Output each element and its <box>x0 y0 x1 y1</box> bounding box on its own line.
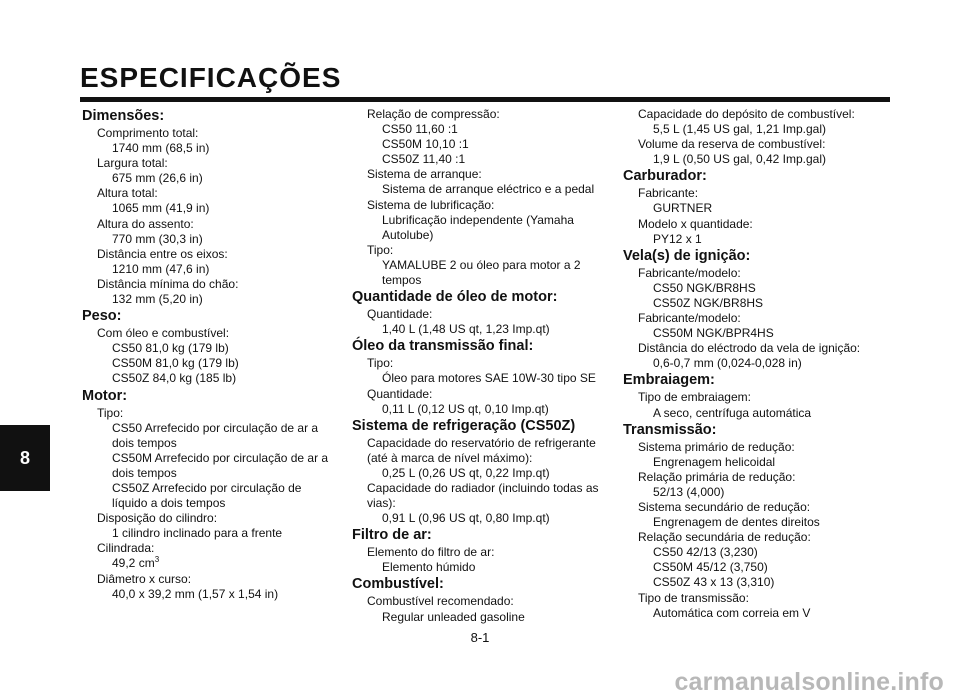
spec-label: Distância mínima do chão: <box>97 276 239 291</box>
spec-label: Volume da reserva de combustível: <box>638 137 826 152</box>
spec-label: Distância do eléctrodo da vela de ignição: <box>638 341 861 356</box>
section-heading-transmissao: Transmissão: <box>623 421 717 438</box>
spec-value: 132 mm (5,20 in) <box>112 292 203 307</box>
column-3 <box>623 107 885 621</box>
watermark: carmanualsonline.info <box>674 668 944 696</box>
spec-label: Diâmetro x curso: <box>97 571 192 586</box>
section-heading-filtro-ar: Filtro de ar: <box>352 527 432 544</box>
spec-label: Tipo: <box>367 356 394 371</box>
section-heading-carburador: Carburador: <box>623 168 707 185</box>
spec-label: Altura total: <box>97 186 158 201</box>
spec-label: (até à marca de nível máximo): <box>367 450 533 465</box>
spec-value: 0,11 L (0,12 US qt, 0,10 Imp.qt) <box>382 401 549 416</box>
section-heading-oleo-transmissao: Óleo da transmissão final: <box>352 338 534 355</box>
spec-label: Distância entre os eixos: <box>97 246 228 261</box>
section-heading-refrigeracao: Sistema de refrigeração (CS50Z) <box>352 417 576 434</box>
spec-value: Engrenagem helicoidal <box>653 454 776 469</box>
section-heading-oleo-motor: Quantidade de óleo de motor: <box>352 289 558 306</box>
spec-value: tempos <box>382 273 422 288</box>
spec-label: Relação de compressão: <box>367 107 500 121</box>
spec-value: Automática com correia em V <box>653 605 811 620</box>
spec-value: CS50M 45/12 (3,750) <box>653 560 768 575</box>
spec-value: CS50M 10,10 :1 <box>382 137 469 152</box>
spec-value: 0,91 L (0,96 US qt, 0,80 Imp.qt) <box>382 511 550 526</box>
spec-label: Sistema de lubrificação: <box>367 197 495 212</box>
spec-value: Autolube) <box>382 227 434 242</box>
spec-label: Sistema secundário de redução: <box>638 499 811 514</box>
section-heading-combustivel: Combustível: <box>352 576 444 593</box>
spec-value: CS50Z Arrefecido por circulação de <box>112 480 302 495</box>
spec-label: Modelo x quantidade: <box>638 216 753 231</box>
spec-label: Disposição do cilindro: <box>97 511 218 526</box>
page-number: 8-1 <box>470 630 490 645</box>
spec-value: Regular unleaded gasoline <box>382 609 525 624</box>
section-heading-peso: Peso: <box>82 308 122 325</box>
spec-label: Relação secundária de redução: <box>638 530 811 545</box>
spec-label: Tipo: <box>367 242 394 257</box>
cilindrada-value: 49,2 cm <box>112 556 155 571</box>
spec-value: líquido a dois tempos <box>112 496 226 511</box>
spec-value: CS50Z NGK/BR8HS <box>653 295 764 310</box>
section-heading-dimensoes: Dimensões: <box>82 108 165 124</box>
spec-value: Sistema de arranque eléctrico e a pedal <box>382 182 595 197</box>
spec-label: Sistema primário de redução: <box>638 439 795 454</box>
spec-label: vias): <box>367 496 396 511</box>
title-rule <box>80 97 890 102</box>
spec-value: CS50M NGK/BPR4HS <box>653 326 774 341</box>
spec-value: 5,5 L (1,45 US gal, 1,21 Imp.gal) <box>653 122 826 137</box>
spec-label: Tipo: <box>97 405 124 420</box>
spec-value: Engrenagem de dentes direitos <box>653 515 820 530</box>
spec-label: Fabricante: <box>638 186 699 201</box>
spec-value: A seco, centrífuga automática <box>653 405 812 420</box>
spec-label: Relação primária de redução: <box>638 469 796 484</box>
spec-value: CS50M 81,0 kg (179 lb) <box>112 356 239 371</box>
spec-label: Combustível recomendado: <box>367 594 514 609</box>
spec-value: 675 mm (26,6 in) <box>112 171 203 186</box>
spec-value: CS50Z 84,0 kg (185 lb) <box>112 371 237 386</box>
spec-value: YAMALUBE 2 ou óleo para motor a 2 <box>382 257 581 272</box>
spec-label: Capacidade do radiador (incluindo todas as <box>367 480 599 495</box>
spec-value: 0,25 L (0,26 US qt, 0,22 Imp.qt) <box>382 465 550 480</box>
spec-value: PY12 x 1 <box>653 231 702 246</box>
spec-value: dois tempos <box>112 465 177 480</box>
spec-label: Elemento do filtro de ar: <box>367 545 495 560</box>
spec-value: Lubrificação independente (Yamaha <box>382 212 574 227</box>
chapter-tab: 8 <box>0 425 50 491</box>
spec-label: Capacidade do depósito de combustível: <box>638 107 855 121</box>
page-title: ESPECIFICAÇÕES <box>80 62 342 93</box>
spec-value: 1,9 L (0,50 US gal, 0,42 Imp.gal) <box>653 152 826 167</box>
column-2 <box>352 107 604 625</box>
spec-value: CS50M Arrefecido por circulação de ar a <box>112 450 329 465</box>
spec-label: Fabricante/modelo: <box>638 311 741 326</box>
spec-value: Elemento húmido <box>382 560 476 575</box>
spec-label: Quantidade: <box>367 386 433 401</box>
spec-value: 1,40 L (1,48 US qt, 1,23 Imp.qt) <box>382 322 550 337</box>
spec-label: Com óleo e combustível: <box>97 326 230 341</box>
spec-label: Fabricante/modelo: <box>638 265 741 280</box>
spec-label: Largura total: <box>97 156 168 171</box>
spec-value: CS50Z 11,40 :1 <box>382 152 466 167</box>
spec-value: 1740 mm (68,5 in) <box>112 141 210 156</box>
spec-label: Tipo de embraiagem: <box>638 390 751 405</box>
spec-value: CS50 Arrefecido por circulação de ar a <box>112 420 319 435</box>
spec-label: Capacidade do reservatório de refrigerante <box>367 435 596 450</box>
spec-value: Óleo para motores SAE 10W-30 tipo SE <box>382 371 596 386</box>
spec-label: Cilindrada: <box>97 541 155 556</box>
spec-value: 52/13 (4,000) <box>653 484 725 499</box>
spec-value: CS50 81,0 kg (179 lb) <box>112 341 229 356</box>
spec-value: 1 cilindro inclinado para a frente <box>112 526 283 541</box>
section-heading-vela: Vela(s) de ignição: <box>623 247 751 264</box>
spec-label: Tipo de transmissão: <box>638 590 749 605</box>
spec-label: Sistema de arranque: <box>367 167 482 182</box>
spec-value: 770 mm (30,3 in) <box>112 231 203 246</box>
spec-label: Altura do assento: <box>97 216 194 231</box>
spec-value: dois tempos <box>112 435 177 450</box>
section-heading-embraiagem: Embraiagem: <box>623 372 715 389</box>
spec-value: CS50Z 43 x 13 (3,310) <box>653 575 775 590</box>
spec-label: Comprimento total: <box>97 126 199 140</box>
spec-value: GURTNER <box>653 201 713 216</box>
spec-value-cilindrada <box>82 556 344 571</box>
cilindrada-superscript: 3 <box>154 555 160 565</box>
section-heading-motor: Motor: <box>82 387 128 404</box>
spec-value: 1210 mm (47,6 in) <box>112 261 210 276</box>
spec-value: 40,0 x 39,2 mm (1,57 x 1,54 in) <box>112 586 279 601</box>
spec-label: Quantidade: <box>367 307 433 322</box>
spec-value: CS50 NGK/BR8HS <box>653 280 756 295</box>
column-1 <box>82 107 344 602</box>
spec-value: CS50 11,60 :1 <box>382 122 458 137</box>
spec-value: 0,6-0,7 mm (0,024-0,028 in) <box>653 356 802 371</box>
spec-value: CS50 42/13 (3,230) <box>653 545 758 560</box>
spec-value: 1065 mm (41,9 in) <box>112 201 210 216</box>
